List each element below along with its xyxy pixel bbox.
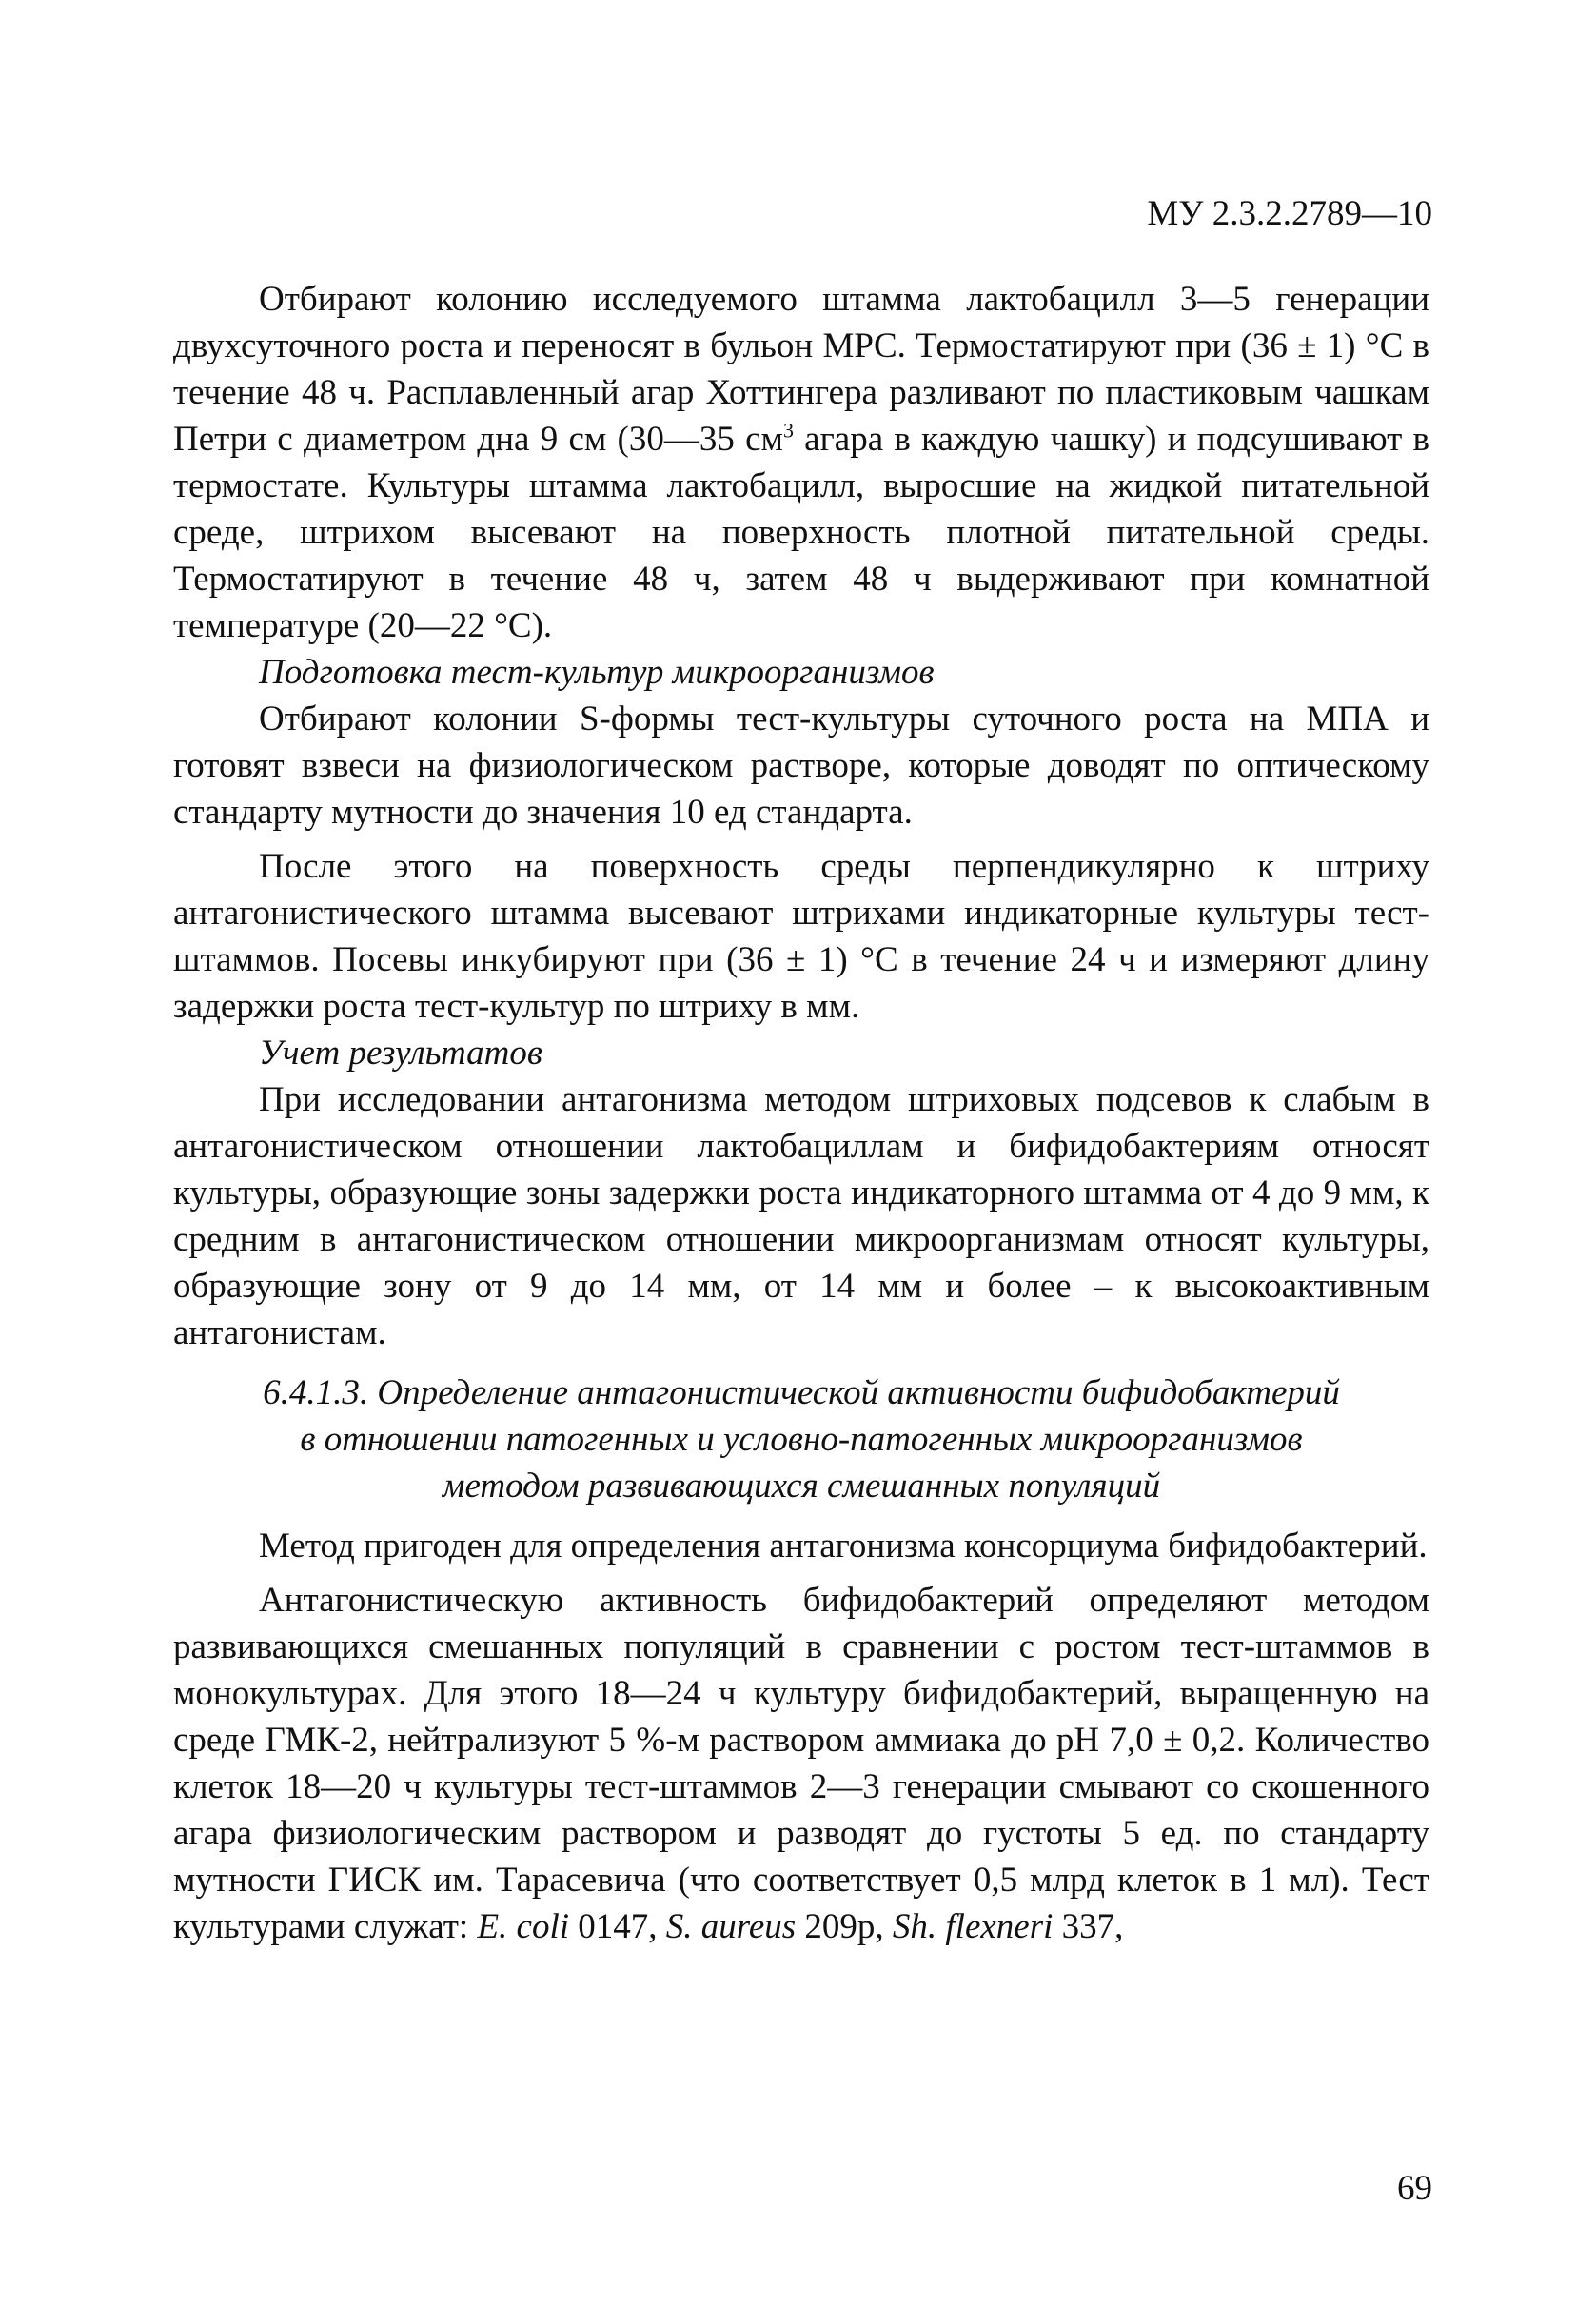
section-title-line: методом развивающихся смешанных популяций: [442, 1467, 1161, 1506]
paragraph-text: 0147,: [569, 1907, 666, 1946]
paragraph-results: При исследовании антагонизма методом штриховых подсевов к слабым в антагонистическом отношении лактобациллам и бифидобактериям относят культуры, образующие зоны задержки роста индикаторного штамма от 4 до 9 мм, к средним в антагонистическом отношении микроорганизмам относят культуры, образующие зону от 9 до 14 мм, от 14 мм и более – к высокоактивным антагонистам.: [173, 1080, 1429, 1352]
paragraph-text: Антагонистическую активность бифидобактерий определяют методом развивающихся смешанных популяций в сравнении с ростом тест-штаммов в монокультурах. Для этого 18—24 ч культуру бифидобактерий, выращенную на среде ГМК-2, нейтрализуют 5 %-м раствором аммиака до рН 7,0 ± 0,2. Количество клеток 18—20 ч культуры тест-штаммов 2—3 генерации смывают со скошенного агара физиологическим раствором и разводят до густоты 5 ед. по стандарту мутности ГИСК им. Тарасевича (что соответствует 0,5 млрд клеток в 1 мл). Тест культурами служат:: [173, 1581, 1429, 1946]
paragraph-text: 209р,: [796, 1907, 893, 1946]
paragraph-text: 337,: [1053, 1907, 1124, 1946]
organism-name: E. coli: [477, 1907, 570, 1946]
subheading-test-cultures: Подготовка тест-культур микроорганизмов: [259, 653, 935, 692]
section-title-6-4-1-3: [173, 1369, 1429, 1509]
paragraph-test-culture-prep: Отбирают колонии S-формы тест-культуры суточного роста на МПА и готовят взвеси на физиологическом растворе, которые доводят по оптическому стандарту мутности до значения 10 ед стандарта.: [173, 699, 1429, 832]
paragraph-text: Отбирают колонию исследуемого штамма лактобацилл 3—5 генерации двухсуточного роста и переносят в бульон MPC. Термостатируют при (36 ± 1) °С в течение 48 ч. Расплавленный агар Хоттингера разливают по пластиковым чашкам Петри с диаметром дна 9 см (30—35 см: [173, 280, 1429, 459]
subheading-results: Учет результатов: [259, 1034, 542, 1073]
section-title-line: 6.4.1.3. Определение антагонистической активности бифидобактерий: [263, 1373, 1340, 1412]
paragraph-seeding: После этого на поверхность среды перпендикулярно к штриху антагонистического штамма высевают штрихами индикаторные культуры тест-штаммов. Посевы инкубируют при (36 ± 1) °С в течение 24 ч и измеряют длину задержки роста тест-культур по штриху в мм.: [173, 847, 1429, 1026]
document-code-header: МУ 2.3.2.2789—10: [1147, 194, 1432, 233]
page-number: 69: [1397, 2169, 1432, 2208]
section-title-line: в отношении патогенных и условно-патогенных микроорганизмов: [300, 1420, 1303, 1459]
organism-name: Sh. flexneri: [892, 1907, 1054, 1946]
document-body: [173, 276, 1429, 1950]
paragraph-method-applicability: Метод пригоден для определения антагонизма консорциума бифидобактерий.: [259, 1527, 1428, 1566]
organism-name: S. aureus: [665, 1907, 797, 1946]
paragraph-strain-cultivation: [173, 276, 1429, 649]
paragraph-method-procedure: [173, 1577, 1429, 1950]
paragraph-text: агара в каждую чашку) и подсушивают в термостате. Культуры штамма лактобацилл, выросшие на жидкой питательной среде, штрихом высевают на поверхность плотной питательной среды. Термостатируют в течение 48 ч, затем 48 ч выдерживают при комнатной температуре (20—22 °С).: [173, 420, 1429, 645]
superscript-cube: 3: [782, 418, 794, 443]
